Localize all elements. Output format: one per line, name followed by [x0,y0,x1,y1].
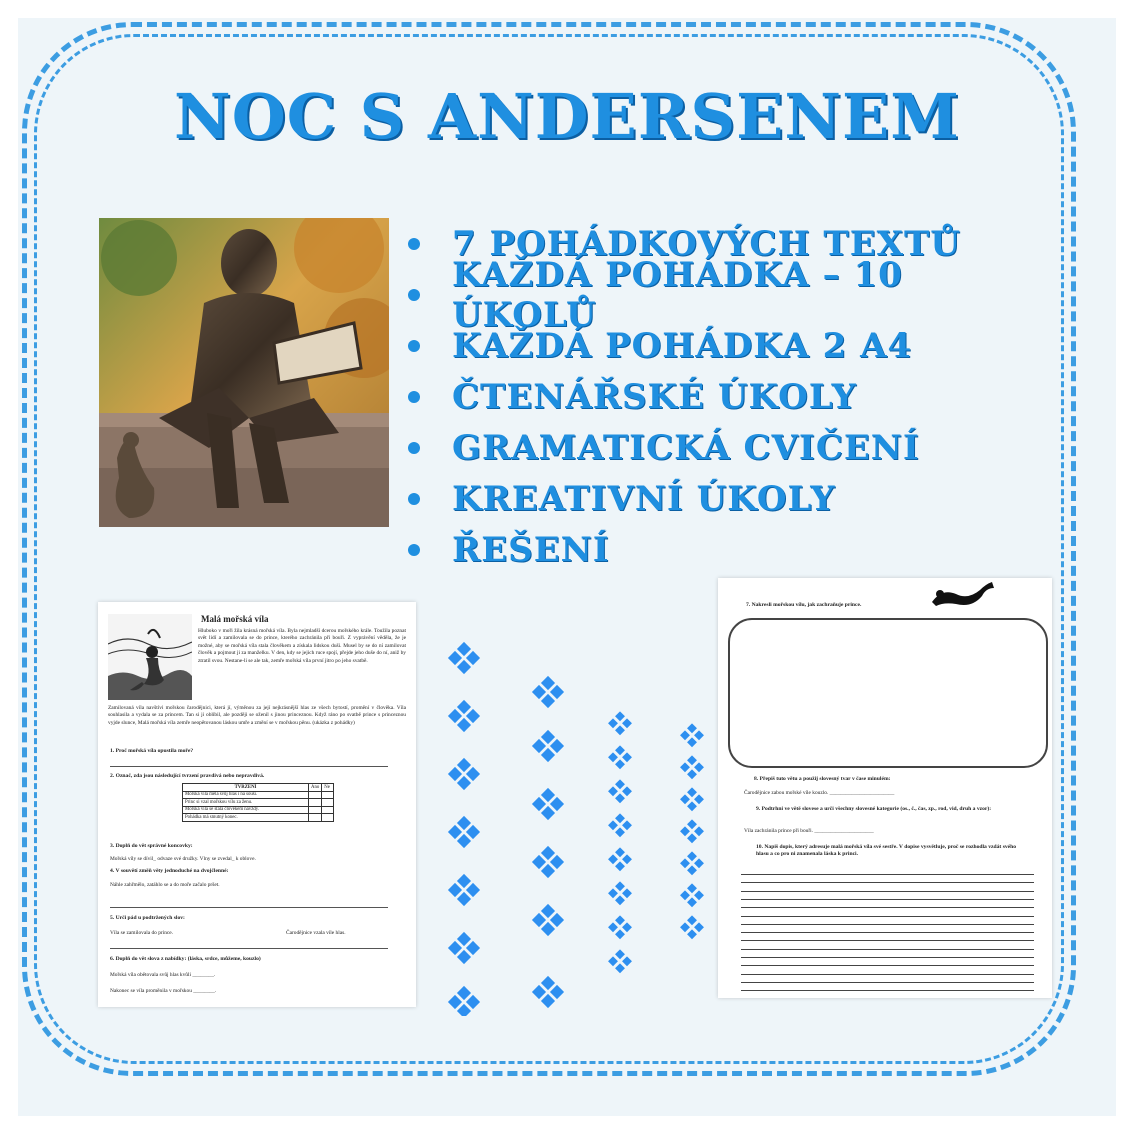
feature-label: KAŽDÁ POHÁDKA 2 A4 [452,325,913,366]
feature-label: 7 POHÁDKOVÝCH TEXTŮ [452,223,961,264]
table-cell [309,799,322,807]
table-cell [322,799,334,807]
answer-line [110,766,388,767]
worksheet-title: Malá mořská víla [201,614,269,624]
writing-line [741,907,1034,908]
writing-line [741,874,1034,875]
drawing-box [728,618,1048,768]
feature-label: KAŽDÁ POHÁDKA – 10 ÚKOLŮ [452,254,903,335]
table-cell [309,806,322,814]
question-8: 8. Přepiš tuto větu a použij slovesný tvar v čase minulém: [754,776,891,782]
feature-label: ČTENÁŘSKÉ ÚKOLY [452,376,857,417]
question-5-a: Víla se zamilovala do prince. [110,930,174,936]
question-2: 2. Označ, zda jsou následující tvrzení pravdivá nebo nepravdivá. [110,773,265,779]
question-7: 7. Nakresli mořskou vílu, jak zachraňuje prince. [746,602,862,608]
feature-item [408,524,1048,575]
question-5-b: Čarodějnice vzala víle hlas. [286,930,346,936]
question-6-b: Nakonec se víla proměnila v mořskou ________. [110,988,217,994]
question-10: 10. Napiš dopis, který adresuje malá mořská víla své sestře. V dopise vysvětluje, proč se rozhodla vzdát svého hlasu a co pro ni znamenala láska k princi. [756,844,1017,857]
bullet-icon [408,493,420,505]
feature-item [408,422,1048,473]
table-header: Ne [322,784,334,792]
table-cell: Pohádka má smutný konec. [183,814,309,822]
table-header: Ano [309,784,322,792]
true-false-table [182,783,334,822]
feature-item [408,254,1048,335]
table-cell [322,806,334,814]
feature-label: KREATIVNÍ ÚKOLY [452,478,836,519]
question-4-text: Náhle zahřmělo, zatáhlo se a do moře začalo pršet. [110,882,220,888]
writing-line [741,940,1034,941]
writing-line [741,990,1034,991]
table-cell [309,791,322,799]
answer-line [110,948,388,949]
worksheet-intro-text: Hluboko v moři žila krásná mořská víla. Byla nejmladší dcerou mořského krále. Toužila poznat svět lidí a zamilovala se do prince, kterého zachránila při bouři. Z vyprávění věděla, že je možné, aby se mořská víla stala člověkem a získala lidskou duši. Musel by se do ní zamilovat člověk a pojmout ji za manželku. V den, kdy se jejich ruce spojí, přejde jeho duše do ní, aniž by ztratil svou. Nestane-li se ale tak, zemře mořská víla první jitro po jeho svatbě. [198,628,406,664]
worksheet-intro-text-continued: Zamilovaná víla navštívi mořskou čarodějnici, která jí, výměnou za její nejkrásnější hlas ze všech bytostí, promění v člověka. Víla souhlasila a vydala se za princem. Tan si ji oblíbil, ale později se oženil s jinou princeznou. Když ráno po svatbě prince s princeznou vyjde slunce, Malá mořská víla zemře neopětovanou láskou umře a změní se v mořskou pěnu. (ukázka z pohádky) [108,705,406,726]
mermaid-silhouette-icon [928,580,998,610]
question-9: 9. Podtrhni ve větě slovese a urči všechny slovesné kategorie (os., č., čas, zp., rod, vid, druh a vzor): [756,806,992,812]
question-5: 5. Urči pád u podtržených slov: [110,915,185,921]
question-4: 4. V souvětí změň věty jednoduché na dvojčlenné: [110,868,229,874]
bullet-icon [408,289,420,301]
writing-line [741,932,1034,933]
table-cell: Mořská víla se stala člověkem navždy. [183,806,309,814]
writing-line [741,891,1034,892]
question-9-text: Víla zachránila prince při bouři. ______________________ [744,828,874,834]
question-3-text: Mořská víly se dívil_ odvaze své družky. Vlny se zvedal_ k oblove. [110,856,256,862]
question-1: 1. Proč mořská víla opustila moře? [110,748,194,754]
question-3: 3. Doplň do vět správné koncovky: [110,843,193,849]
feature-item [408,473,1048,524]
andersen-statue-photo [99,218,389,527]
writing-line [741,974,1034,975]
bullet-icon [408,442,420,454]
question-6: 6. Doplň do vět slova z nabídky: (láska, srdce, můžeme, kouzlo) [110,956,261,962]
feature-item [408,371,1048,422]
question-6-a: Mořská víla obětovala svůj hlas kvůli ________. [110,972,216,978]
bullet-icon [408,391,420,403]
table-cell [322,791,334,799]
feature-label: GRAMATICKÁ CVIČENÍ [452,427,920,468]
bullet-icon [408,340,420,352]
page-title: NOC S ANDERSENEM [174,80,960,153]
table-cell [309,814,322,822]
answer-line [110,907,388,908]
mermaid-illustration [108,614,192,700]
worksheet-preview-page1 [98,602,416,1007]
writing-line [741,916,1034,917]
table-cell [322,814,334,822]
feature-label: ŘEŠENÍ [452,529,610,570]
table-cell: Princ si vzal mořskou vílu za ženu. [183,799,309,807]
worksheet-preview-page2 [718,578,1052,998]
writing-line [741,882,1034,883]
writing-line [741,965,1034,966]
bullet-icon [408,238,420,250]
writing-line [741,924,1034,925]
writing-line [741,982,1034,983]
question-8-text: Čarodějnice zabou mořské víle kouzlo. ________________________ [744,790,895,796]
writing-line [741,949,1034,950]
table-header: TVRZENÍ [183,784,309,792]
writing-line [741,957,1034,958]
writing-line [741,899,1034,900]
bullet-icon [408,544,420,556]
diamond-decoration [440,636,720,1016]
table-cell: Mořská víla měla svůj hlas i na souši. [183,791,309,799]
feature-list [408,218,1048,575]
